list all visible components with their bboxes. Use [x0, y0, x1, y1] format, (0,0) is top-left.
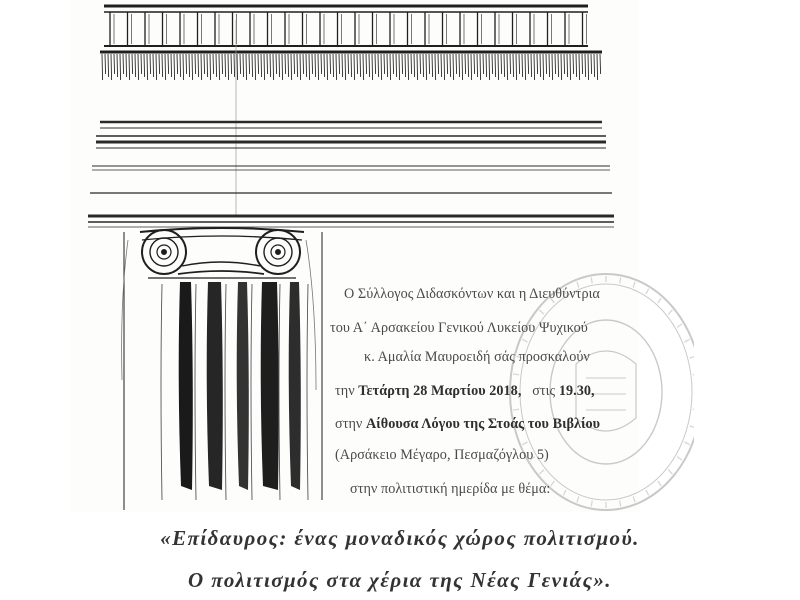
fringe-stroke [384, 54, 385, 74]
fringe-stroke [213, 54, 214, 74]
fringe-stroke [492, 54, 493, 74]
fringe-stroke [573, 54, 574, 74]
fringe-stroke [270, 54, 271, 77]
fringe-stroke [528, 54, 529, 74]
fringe-stroke [120, 54, 121, 80]
fringe-stroke [351, 54, 352, 77]
invitation-line-4 [335, 381, 670, 401]
flute-edge [225, 284, 226, 500]
fringe-stroke [216, 54, 217, 77]
time-prefix: στις [532, 383, 556, 399]
seal-tick [668, 310, 672, 314]
event-venue: Αίθουσα Λόγου της Στοάς του Βιβλίου [366, 416, 601, 432]
seal-tick [620, 277, 621, 283]
fringe-stroke [420, 54, 421, 74]
fringe-stroke [399, 54, 400, 80]
fringe-stroke [414, 54, 415, 77]
fringe-stroke [315, 54, 316, 77]
fringe-stroke [387, 54, 388, 77]
flute-edge [307, 284, 308, 500]
fringe-stroke [138, 54, 139, 80]
fringe-stroke [510, 54, 511, 74]
fringe-stroke [243, 54, 244, 77]
seal-tick [668, 470, 672, 474]
fringe-stroke [564, 54, 565, 74]
venue-address: (Αρσάκειο Μέγαρο, Πεσμαζόγλου 5) [335, 447, 549, 463]
fringe-stroke [183, 54, 184, 80]
fringe-stroke [366, 54, 367, 74]
fringe-stroke [537, 54, 538, 74]
fringe-stroke [432, 54, 433, 77]
fringe-stroke [195, 54, 196, 74]
fringe-stroke [597, 54, 598, 80]
fringe-stroke [177, 54, 178, 74]
fringe-stroke [117, 54, 118, 77]
fringe-stroke [207, 54, 208, 77]
fringe-stroke [600, 54, 601, 74]
fringe-stroke [186, 54, 187, 74]
fringe-stroke [279, 54, 280, 77]
fringe-stroke [396, 54, 397, 77]
fringe-stroke [522, 54, 523, 77]
seal-tick [684, 442, 689, 445]
flute-edge [161, 284, 162, 500]
fringe-stroke [477, 54, 478, 77]
fringe-stroke [444, 54, 445, 80]
seal-tick [677, 457, 682, 461]
fringe-stroke [330, 54, 331, 74]
fringe-stroke [558, 54, 559, 77]
invitation-sheet [70, 0, 638, 512]
fringe-stroke [102, 54, 103, 80]
fringe-stroke [171, 54, 172, 77]
fringe-stroke [147, 54, 148, 80]
fringe-stroke [369, 54, 370, 77]
fringe-stroke [111, 54, 112, 80]
fringe-stroke [408, 54, 409, 80]
fringe-stroke [240, 54, 241, 74]
fringe-stroke [123, 54, 124, 74]
entablature [88, 122, 614, 227]
fringe-stroke [489, 54, 490, 80]
fringe-stroke [204, 54, 205, 74]
fringe-stroke [546, 54, 547, 74]
seal-tick [591, 501, 592, 507]
fringe-stroke [342, 54, 343, 77]
fringe-stroke [474, 54, 475, 74]
fringe-stroke [129, 54, 130, 80]
seal-tick [693, 409, 694, 410]
fringe-stroke [375, 54, 376, 74]
fringe-stroke [570, 54, 571, 80]
fringe-stroke [525, 54, 526, 80]
fringe-stroke [252, 54, 253, 77]
fringe-stroke [336, 54, 337, 80]
fringe-stroke [576, 54, 577, 77]
venue-prefix: στην [335, 416, 363, 432]
fringe-stroke [300, 54, 301, 80]
fringe-stroke [261, 54, 262, 77]
fringe-stroke [108, 54, 109, 77]
seal-tick [620, 501, 621, 507]
fringe-stroke [294, 54, 295, 74]
fringe-stroke [453, 54, 454, 80]
fringe-stroke [423, 54, 424, 77]
fringe-stroke [402, 54, 403, 74]
school-name: του Α΄ Αρσακείου Γενικού Λυκείου Ψυχικού [330, 320, 588, 336]
fringe-stroke [549, 54, 550, 77]
fringe-stroke [303, 54, 304, 74]
fringe-stroke [513, 54, 514, 77]
seal-tick [677, 324, 682, 328]
fringe-stroke [441, 54, 442, 77]
director-invite: κ. Αμαλία Μαυροειδή σάς προσκαλούν [364, 349, 590, 365]
invitation-line-7 [350, 479, 670, 499]
fringe-stroke [411, 54, 412, 74]
fringe-stroke [555, 54, 556, 74]
seal-tick [684, 339, 689, 342]
fringe-stroke [264, 54, 265, 80]
fringe-stroke [306, 54, 307, 77]
fringe-stroke [309, 54, 310, 80]
fringe-stroke [504, 54, 505, 77]
fringe-stroke [594, 54, 595, 77]
fringe-stroke [588, 54, 589, 80]
fringe-stroke [318, 54, 319, 80]
column-flute [289, 282, 301, 490]
fringe-stroke [255, 54, 256, 80]
fringe-stroke [465, 54, 466, 74]
fringe-stroke [237, 54, 238, 80]
column-flute [261, 282, 279, 490]
fringe-stroke [174, 54, 175, 80]
seal-tick [693, 374, 694, 375]
seal-tick [513, 374, 519, 375]
fringe-stroke [222, 54, 223, 74]
fringe-stroke [438, 54, 439, 74]
column-flute [207, 282, 223, 490]
fringe-stroke [180, 54, 181, 77]
fringe-stroke [450, 54, 451, 77]
fringe-stroke [417, 54, 418, 80]
fringe-stroke [462, 54, 463, 80]
date-prefix: την [335, 383, 355, 399]
fringe-stroke [480, 54, 481, 80]
fringe-stroke [498, 54, 499, 80]
fringe-stroke [531, 54, 532, 77]
seal-tick [540, 470, 544, 474]
fringe-stroke [285, 54, 286, 74]
fringe-stroke [234, 54, 235, 77]
column-flute [237, 282, 249, 490]
dentil-fringe [102, 54, 601, 80]
fringe-stroke [429, 54, 430, 74]
fringe-stroke [483, 54, 484, 74]
invitation-line-1 [344, 284, 670, 304]
fringe-stroke [390, 54, 391, 80]
fringe-stroke [114, 54, 115, 74]
fringe-stroke [363, 54, 364, 80]
fringe-stroke [219, 54, 220, 80]
fringe-stroke [282, 54, 283, 80]
invitation-line-6 [335, 445, 670, 465]
fringe-stroke [297, 54, 298, 77]
event-date: Τετάρτη 28 Μαρτίου 2018, [358, 383, 522, 399]
fringe-stroke [516, 54, 517, 80]
fringe-stroke [405, 54, 406, 77]
fringe-stroke [291, 54, 292, 80]
balustrade [100, 6, 602, 52]
fringe-stroke [495, 54, 496, 77]
fringe-stroke [567, 54, 568, 77]
fringe-stroke [552, 54, 553, 80]
fringe-stroke [192, 54, 193, 80]
flute-edge [251, 284, 252, 500]
fringe-stroke [189, 54, 190, 77]
event-theme-line-1: «Επίδαυρος: ένας μοναδικός χώρος πολιτισμού. [160, 526, 640, 550]
fringe-stroke [246, 54, 247, 80]
column-shaft [122, 232, 322, 510]
organizers-text: Ο Σύλλογος Διδασκόντων και η Διευθύντρια [344, 286, 600, 302]
fringe-stroke [501, 54, 502, 74]
fringe-stroke [543, 54, 544, 80]
fringe-stroke [231, 54, 232, 74]
fringe-stroke [312, 54, 313, 74]
fringe-stroke [150, 54, 151, 74]
fringe-stroke [378, 54, 379, 77]
fringe-stroke [327, 54, 328, 80]
seal-tick [690, 426, 694, 428]
fringe-stroke [579, 54, 580, 80]
fringe-stroke [210, 54, 211, 80]
fringe-stroke [228, 54, 229, 80]
fringe-stroke [324, 54, 325, 77]
fringe-stroke [141, 54, 142, 74]
fringe-stroke [249, 54, 250, 74]
fringe-stroke [225, 54, 226, 77]
fringe-stroke [519, 54, 520, 74]
invitation-line-2 [330, 318, 670, 338]
seal-tick [513, 409, 519, 410]
event-intro: στην πολιτιστική ημερίδα με θέμα: [350, 481, 551, 497]
fringe-stroke [540, 54, 541, 77]
fringe-stroke [126, 54, 127, 77]
fringe-stroke [582, 54, 583, 74]
fringe-stroke [357, 54, 358, 74]
flute-edge [195, 284, 196, 500]
fringe-stroke [276, 54, 277, 74]
fringe-stroke [201, 54, 202, 80]
fringe-stroke [486, 54, 487, 77]
fringe-stroke [435, 54, 436, 80]
fringe-stroke [153, 54, 154, 77]
ionic-capital [140, 228, 304, 278]
fringe-stroke [267, 54, 268, 74]
fringe-stroke [381, 54, 382, 80]
fringe-stroke [354, 54, 355, 80]
fringe-stroke [507, 54, 508, 80]
event-time: 19.30, [558, 383, 595, 399]
fringe-stroke [471, 54, 472, 80]
fringe-stroke [288, 54, 289, 77]
fringe-stroke [585, 54, 586, 77]
fringe-stroke [591, 54, 592, 74]
fringe-stroke [165, 54, 166, 80]
invitation-line-5 [335, 414, 670, 434]
fringe-stroke [468, 54, 469, 77]
fringe-stroke [162, 54, 163, 77]
seal-tick [522, 339, 527, 342]
fringe-stroke [534, 54, 535, 80]
fringe-stroke [372, 54, 373, 80]
fringe-stroke [333, 54, 334, 77]
fringe-stroke [348, 54, 349, 74]
invitation-line-3 [364, 347, 670, 367]
column-flute [179, 282, 193, 490]
fringe-stroke [258, 54, 259, 74]
fringe-stroke [159, 54, 160, 74]
fringe-stroke [456, 54, 457, 74]
seal-tick [591, 277, 592, 283]
fringe-stroke [321, 54, 322, 74]
flute-edge [279, 284, 280, 500]
fringe-stroke [360, 54, 361, 77]
fringe-stroke [426, 54, 427, 80]
fringe-stroke [135, 54, 136, 77]
fringe-stroke [447, 54, 448, 74]
fringe-stroke [144, 54, 145, 77]
seal-tick [690, 356, 694, 358]
seal-tick [540, 310, 544, 314]
fringe-stroke [198, 54, 199, 77]
fringe-stroke [339, 54, 340, 74]
fringe-stroke [273, 54, 274, 80]
fringe-stroke [168, 54, 169, 74]
fringe-stroke [132, 54, 133, 74]
fringe-stroke [156, 54, 157, 80]
fringe-stroke [105, 54, 106, 74]
fringe-stroke [459, 54, 460, 77]
fringe-stroke [393, 54, 394, 74]
fringe-stroke [345, 54, 346, 80]
event-theme-line-2: Ο πολιτισμός στα χέρια της Νέας Γενιάς». [188, 568, 612, 592]
fringe-stroke [561, 54, 562, 80]
